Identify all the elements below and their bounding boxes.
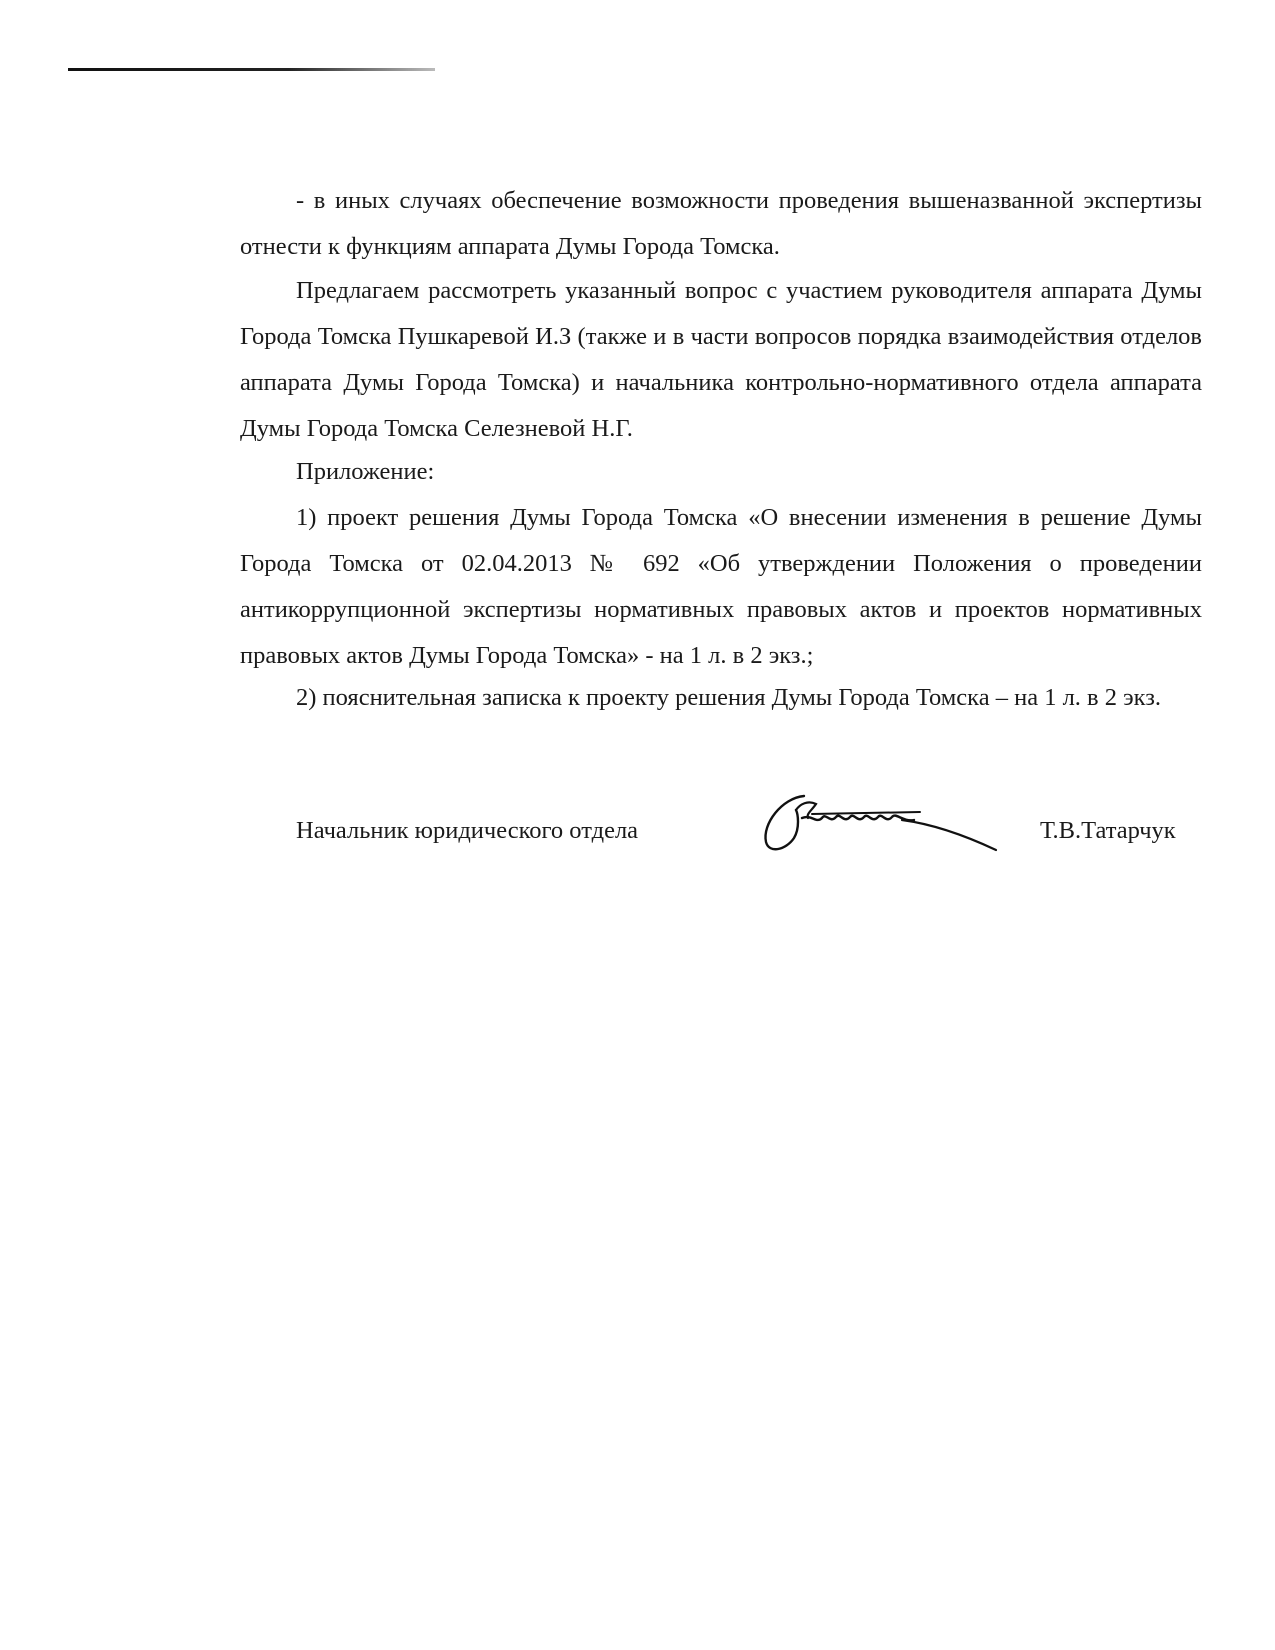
appendix-heading: Приложение: (296, 458, 435, 485)
header-rule (68, 68, 435, 71)
handwritten-signature (752, 784, 1012, 864)
paragraph-proposal: Предлагаем рассмотреть указанный вопрос с участием руководителя аппарата Думы Города Томска Пушкаревой И.З (также и в части вопросов порядка взаимодействия отделов аппарата Думы Города Томска) и начальника контрольно-нормативного отдела аппарата Думы Города Томска Селезневой Н.Г. (240, 277, 1202, 442)
appendix-item-2: 2) пояснительная записка к проекту решения Думы Города Томска – на 1 л. в 2 экз. (296, 684, 1162, 711)
appendix-item-1: 1) проект решения Думы Города Томска «О внесении изменения в решение Думы Города Томска от 02.04.2013 № 692 «Об утверждении Положения о проведении антикоррупционной экспертизы нормативных правовых актов и проектов нормативных правовых актов Думы Города Томска» - на 1 л. в 2 экз.; (240, 504, 1202, 669)
signatory-name: Т.В.Татарчук (1040, 817, 1176, 844)
signatory-position: Начальник юридического отдела (296, 817, 639, 844)
paragraph-other-cases: - в иных случаях обеспечение возможности проведения вышеназванной экспертизы отнести к функциям аппарата Думы Города Томска. (240, 187, 1202, 260)
